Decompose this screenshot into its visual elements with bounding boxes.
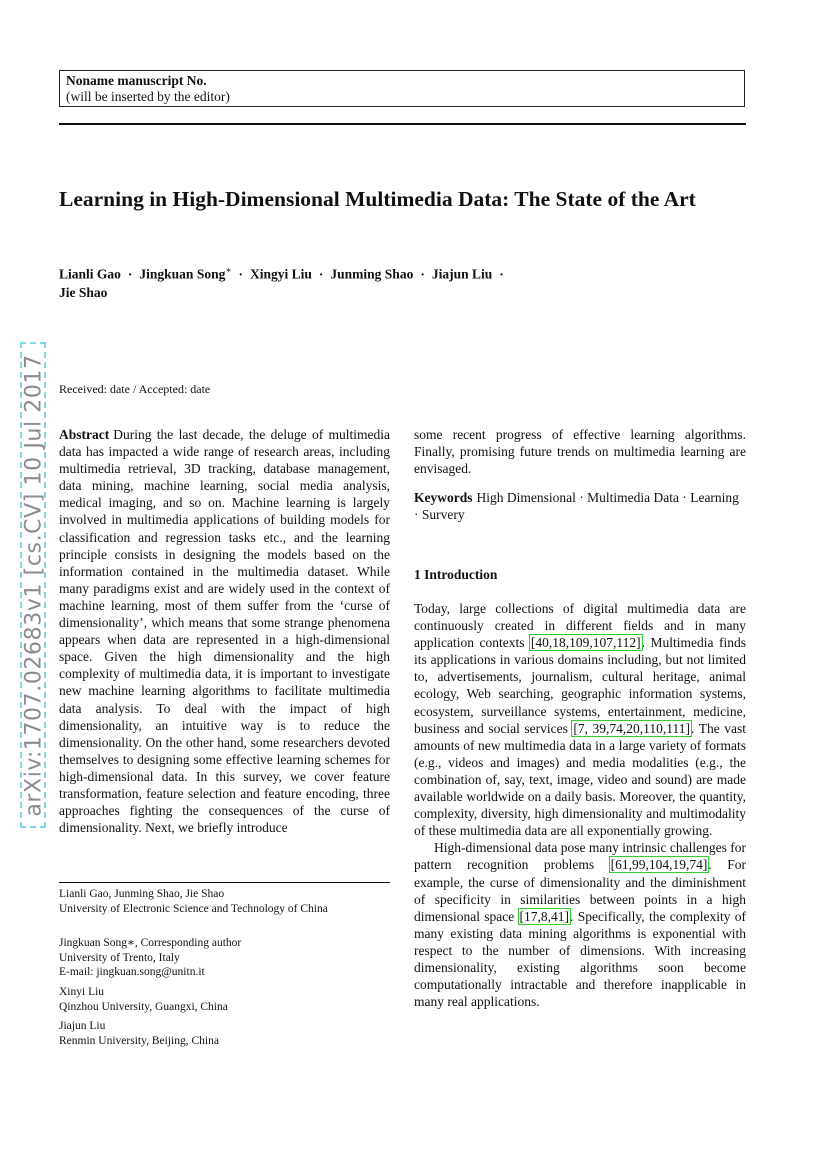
separator: · [238,266,243,282]
author: Jingkuan Song [139,266,226,282]
citation-link[interactable]: [61,99,104,19,74] [610,857,708,873]
header-rule [59,123,746,125]
arxiv-stamp[interactable] [18,340,50,830]
affiliation-institution: Renmin University, Beijing, China [59,1034,219,1047]
affiliation [59,985,399,1014]
corresponding-mark: ∗ [225,265,232,275]
abstract [59,426,390,836]
section-heading [414,567,497,583]
affiliation-institution: University of Electronic Science and Technology of China [59,902,328,915]
paper-title: Learning in High-Dimensional Multimedia Data: The State of the Art [59,187,696,211]
abstract-continuation: some recent progress of effective learning algorithms. Finally, promising future trends on multimedia learning are envisaged. [414,427,746,477]
separator: · [499,266,504,282]
affiliation-names: Xinyi Liu [59,986,105,998]
affiliation-institution: Qinzhou University, Guangxi, China [59,1000,228,1013]
paragraph [414,600,746,839]
text-run: . Multimedia finds its applications in various domains including, but not limited to, advertisements, journalism, cultural heritage, animal ecology, Web searching, geographic information systems, ecosystem, surveillance systems, entertainment, medicine, business and social services [414,635,746,736]
arxiv-stamp-text: arXiv:1707.02683v1 [cs.CV] 10 Jul 2017 [21,353,47,817]
keywords [414,489,746,523]
affiliation-names: Jingkuan Song∗, Corresponding author [59,937,242,949]
affiliation [59,936,399,980]
affiliation-names: Jiajun Liu [59,1020,106,1032]
citation-link[interactable]: [40,18,109,107,112] [530,635,641,651]
author: Xingyi Liu [249,266,312,282]
text-run: Today, large collections of digital multimedia data are continuously created in different fields and in many application contexts [414,601,746,651]
separator: · [318,266,324,282]
separator: · [127,266,133,282]
section-number: 1 [414,567,421,582]
footnote-rule [59,882,390,883]
keywords-text: High Dimensional · Multimedia Data · Learning · Survery [414,490,739,523]
abstract-label: Abstract [59,427,110,442]
received-date: Received: date / Accepted: date [59,382,211,396]
affiliation [59,887,399,916]
author: Jiajun Liu [431,266,493,282]
keywords-label: Keywords [414,490,473,505]
text-run: High-dimensional data pose many intrinsic challenges for pattern recognition problems [414,840,746,873]
text-run: . Specifically, the complexity of many existing data mining algorithms is exponential with respect to the number of dimensions. With increasing dimensionality, existing algorithms soon become computationally intractable and therefore inapplicable in many real applications. [414,908,746,1010]
author: Lianli Gao [59,266,121,282]
affiliation [59,1019,399,1048]
introduction-body [414,600,746,1010]
text-run: . The vast amounts of new multimedia data in a large variety of formats (e.g., videos and images) and media modalities (e.g., the combination of, say, text, image, video and sound) are made available worldwide on a daily basis. Moreover, the quantity, complexity, diversity, high dimensionality and multimodality of these multimedia data are all exponentially growing. [414,720,746,839]
citation-link[interactable]: [17,8,41] [519,908,570,924]
text-run: . For example, the curse of dimensionality and the diminishment of specificity in similarities between points in a high dimensional space [414,857,746,924]
section-title: Introduction [424,567,498,582]
author-list [59,261,759,302]
abstract-text: During the last decade, the deluge of multimedia data has impacted a wide range of research areas, including multimedia retrieval, 3D tracking, database management, data mining, machine learning, social media analysis, medical imaging, and so on. Machine learning is largely involved in multimedia applications of building models for classification and regression tasks etc., and the learning principle consists in designing the models based on the information contained in the multimedia dataset. While many paradigms exist and are widely used in the context of machine learning, most of them suffer from the ‘curse of dimensionality’, which means that some strange phenomena appears when data are represented in a high-dimensional space. Given the high dimensionality and the high complexity of multimedia data, it is important to investigate new machine learning algorithms to facilitate multimedia data analysis. To deal with the impact of high dimensionality, an intuitive way is to reduce the dimensionality. On the other hand, some researchers devoted themselves to designing some effective learning schemes for high-dimensional data. In this survey, we cover feature transformation, feature selection and feature encoding, three approaches fighting the consequences of the curse of dimensionality. Next, we briefly introduce [59,427,390,836]
manuscript-header-box [59,70,745,107]
author: Junming Shao [330,266,414,282]
author: Jie Shao [59,284,108,300]
affiliation-names: Lianli Gao, Junming Shao, Jie Shao [59,888,225,900]
affiliation-email[interactable]: E-mail: jingkuan.song@unitn.it [59,966,205,978]
editor-note: (will be inserted by the editor) [66,89,230,104]
affiliation-institution: University of Trento, Italy [59,951,180,964]
citation-link[interactable]: [7, 39,74,20,110,111] [573,720,691,736]
paragraph [414,839,746,1010]
manuscript-number: Noname manuscript No. [66,73,207,88]
separator: · [420,266,425,282]
